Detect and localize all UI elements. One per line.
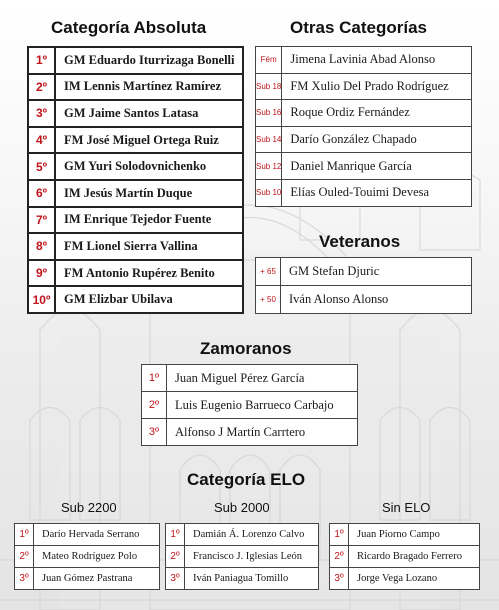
player-name: Roque Ordiz Fernández bbox=[282, 100, 472, 127]
player-name: Juan Gómez Pastrana bbox=[34, 568, 160, 590]
player-name: IM Jesús Martín Duque bbox=[55, 180, 243, 207]
elo-sin-elo-table bbox=[329, 523, 480, 590]
position-label: 1º bbox=[142, 365, 167, 392]
absoluta-row bbox=[28, 127, 243, 154]
position-label: 1º bbox=[330, 524, 349, 546]
elo-sub2200-table bbox=[14, 523, 160, 590]
elo-row bbox=[15, 546, 160, 568]
player-name: Elías Ouled-Touimi Devesa bbox=[282, 179, 472, 206]
player-name: Juan Piorno Campo bbox=[349, 524, 480, 546]
position-label: 6º bbox=[28, 180, 55, 207]
position-label: 9º bbox=[28, 260, 55, 287]
player-name: Francisco J. Iglesias León bbox=[185, 546, 319, 568]
otras-row bbox=[256, 126, 472, 153]
zamoranos-row bbox=[142, 392, 358, 419]
player-name: FM Antonio Rupérez Benito bbox=[55, 260, 243, 287]
position-label: 3º bbox=[142, 419, 167, 446]
position-label: 2º bbox=[166, 546, 185, 568]
player-name: GM Yuri Solodovnichenko bbox=[55, 153, 243, 180]
elo-row bbox=[166, 524, 319, 546]
veteranos-row bbox=[256, 286, 472, 314]
player-name: Daniel Manrique García bbox=[282, 153, 472, 180]
position-label: 2º bbox=[142, 392, 167, 419]
absoluta-row bbox=[28, 233, 243, 260]
absoluta-row bbox=[28, 207, 243, 234]
position-label: 8º bbox=[28, 233, 55, 260]
elo-group-label-sub2000: Sub 2000 bbox=[214, 500, 270, 515]
player-name: FM Lionel Sierra Vallina bbox=[55, 233, 243, 260]
position-label: 7º bbox=[28, 207, 55, 234]
player-name: Darío Hervada Serrano bbox=[34, 524, 160, 546]
position-label: 1º bbox=[15, 524, 34, 546]
veteranos-row bbox=[256, 258, 472, 286]
zamoranos-table bbox=[141, 364, 358, 446]
player-name: FM Xulio Del Prado Rodríguez bbox=[282, 73, 472, 100]
category-label: Sub 14 bbox=[256, 126, 282, 153]
player-name: Jorge Vega Lozano bbox=[349, 568, 480, 590]
otras-row bbox=[256, 100, 472, 127]
category-label: Sub 18 bbox=[256, 73, 282, 100]
zamoranos-row bbox=[142, 365, 358, 392]
absoluta-title: Categoría Absoluta bbox=[51, 18, 207, 37]
position-label: 2º bbox=[330, 546, 349, 568]
position-label: 5º bbox=[28, 153, 55, 180]
player-name: Iván Paniagua Tomillo bbox=[185, 568, 319, 590]
position-label: 4º bbox=[28, 127, 55, 154]
position-label: 1º bbox=[28, 47, 55, 74]
otras-row bbox=[256, 179, 472, 206]
absoluta-row bbox=[28, 100, 243, 127]
category-label: Sub 12 bbox=[256, 153, 282, 180]
absoluta-row bbox=[28, 180, 243, 207]
elo-row bbox=[330, 568, 480, 590]
absoluta-row bbox=[28, 47, 243, 74]
player-name: GM Stefan Djuric bbox=[281, 258, 472, 286]
player-name: Alfonso J Martín Carrtero bbox=[167, 419, 358, 446]
elo-group-label-sin-elo: Sin ELO bbox=[382, 500, 431, 515]
absoluta-row bbox=[28, 286, 243, 313]
category-label: Sub 10 bbox=[256, 179, 282, 206]
player-name: IM Enrique Tejedor Fuente bbox=[55, 207, 243, 234]
player-name: GM Elizbar Ubilava bbox=[55, 286, 243, 313]
player-name: Damián Á. Lorenzo Calvo bbox=[185, 524, 319, 546]
otras-row bbox=[256, 47, 472, 74]
position-label: 3º bbox=[28, 100, 55, 127]
player-name: Jimena Lavinia Abad Alonso bbox=[282, 47, 472, 74]
veteranos-table bbox=[255, 257, 472, 314]
elo-row bbox=[15, 568, 160, 590]
player-name: Juan Miguel Pérez García bbox=[167, 365, 358, 392]
elo-row bbox=[330, 546, 480, 568]
elo-row bbox=[330, 524, 480, 546]
elo-sub2000-table bbox=[165, 523, 319, 590]
position-label: 3º bbox=[330, 568, 349, 590]
player-name: Mateo Rodríguez Polo bbox=[34, 546, 160, 568]
player-name: GM Jaime Santos Latasa bbox=[55, 100, 243, 127]
veteranos-title: Veteranos bbox=[319, 232, 401, 251]
player-name: FM José Miguel Ortega Ruiz bbox=[55, 127, 243, 154]
player-name: Iván Alonso Alonso bbox=[281, 286, 472, 314]
absoluta-row bbox=[28, 260, 243, 287]
otras-title: Otras Categorías bbox=[290, 18, 427, 37]
absoluta-table bbox=[27, 46, 244, 314]
elo-group-label-sub2200: Sub 2200 bbox=[61, 500, 117, 515]
category-label: + 65 bbox=[256, 258, 281, 286]
position-label: 3º bbox=[15, 568, 34, 590]
otras-row bbox=[256, 73, 472, 100]
category-label: + 50 bbox=[256, 286, 281, 314]
absoluta-row bbox=[28, 74, 243, 101]
player-name: Luis Eugenio Barrueco Carbajo bbox=[167, 392, 358, 419]
elo-row bbox=[166, 546, 319, 568]
elo-row bbox=[15, 524, 160, 546]
position-label: 2º bbox=[15, 546, 34, 568]
elo-title: Categoría ELO bbox=[187, 470, 306, 489]
zamoranos-row bbox=[142, 419, 358, 446]
position-label: 1º bbox=[166, 524, 185, 546]
position-label: 10º bbox=[28, 286, 55, 313]
player-name: IM Lennis Martínez Ramírez bbox=[55, 74, 243, 101]
absoluta-row bbox=[28, 153, 243, 180]
player-name: GM Eduardo Iturrizaga Bonelli bbox=[55, 47, 243, 74]
category-label: Sub 16 bbox=[256, 100, 282, 127]
position-label: 2º bbox=[28, 74, 55, 101]
category-label: Fém bbox=[256, 47, 282, 74]
player-name: Ricardo Bragado Ferrero bbox=[349, 546, 480, 568]
otras-table bbox=[255, 46, 472, 207]
elo-row bbox=[166, 568, 319, 590]
player-name: Darío González Chapado bbox=[282, 126, 472, 153]
zamoranos-title: Zamoranos bbox=[200, 339, 292, 358]
position-label: 3º bbox=[166, 568, 185, 590]
otras-row bbox=[256, 153, 472, 180]
